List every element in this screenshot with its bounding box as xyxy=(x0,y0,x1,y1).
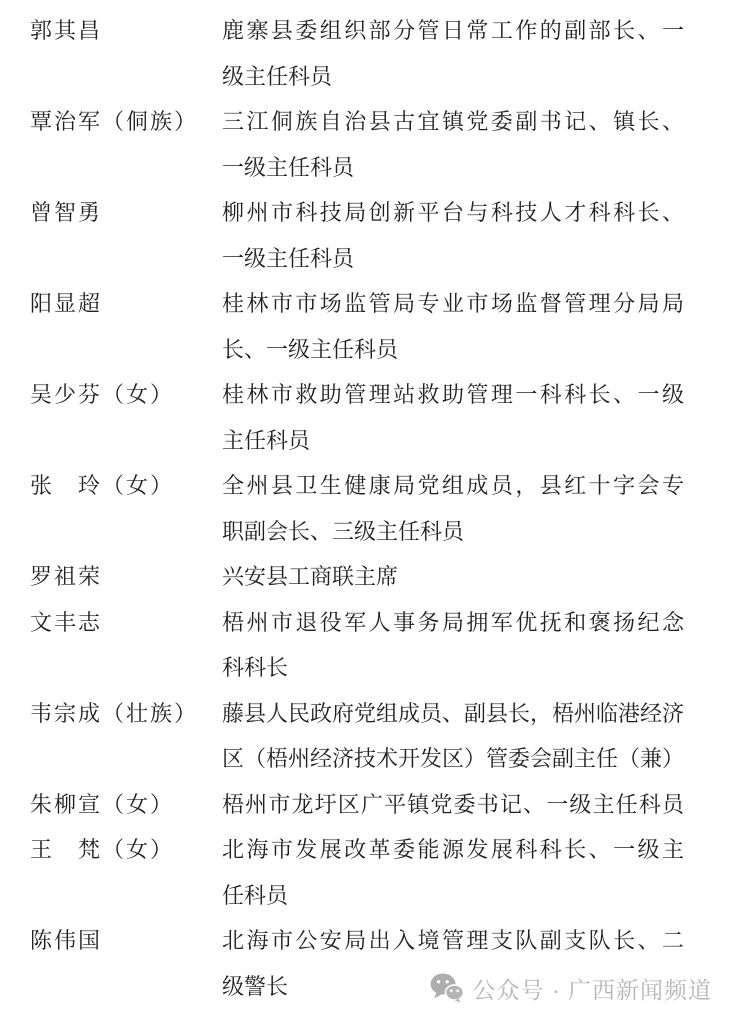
person-name: 文丰志 xyxy=(30,609,103,635)
position-line: 柳州市科技局创新平台与科技人才科科长、 xyxy=(222,200,684,225)
entry-row xyxy=(0,281,732,372)
person-name: 阳显超 xyxy=(30,291,103,316)
position-line: 兴安县工商联主席 xyxy=(222,564,399,589)
person-name: 郭其昌 xyxy=(30,18,103,43)
position-line: 级警长 xyxy=(222,973,289,999)
position-line: 桂林市救助管理站救助管理一科科长、一级 xyxy=(222,382,684,407)
position-line: 鹿寨县委组织部分管日常工作的副部长、一 xyxy=(222,18,684,43)
person-name: 韦宗成（壮族） xyxy=(30,700,199,726)
position-line: 主任科员 xyxy=(222,427,311,453)
position-description xyxy=(222,190,684,281)
position-line: 桂林市市场监管局专业市场监督管理分局局 xyxy=(222,291,684,316)
person-name: 张 玲（女） xyxy=(30,473,175,498)
position-description xyxy=(222,600,684,691)
entry-row xyxy=(0,190,732,281)
position-line: 科科长 xyxy=(222,655,289,680)
person-name: 吴少芬（女） xyxy=(30,382,175,407)
position-description xyxy=(222,554,684,600)
entry-row xyxy=(0,372,732,463)
entry-row xyxy=(0,827,732,918)
person-name: 罗祖荣 xyxy=(30,564,103,589)
position-description xyxy=(222,99,684,190)
position-line: 北海市发展改革委能源发展科科长、一级主 xyxy=(222,837,684,862)
position-line: 一级主任科员 xyxy=(222,245,355,271)
position-description xyxy=(222,8,684,99)
position-line: 职副会长、三级主任科员 xyxy=(222,518,465,544)
position-description xyxy=(222,281,684,372)
position-description xyxy=(222,782,684,828)
position-line: 北海市公安局出入境管理支队副支队长、二 xyxy=(222,928,684,953)
entry-row xyxy=(0,691,732,782)
position-description xyxy=(222,691,684,782)
person-name: 王 梵（女） xyxy=(30,837,175,862)
watermark-text: 公众号 · 广西新闻频道 xyxy=(472,976,712,1003)
entry-row xyxy=(0,8,732,99)
position-description xyxy=(222,827,684,918)
entry-row xyxy=(0,600,732,691)
entry-row xyxy=(0,463,732,554)
document-body xyxy=(0,8,732,1009)
position-line: 三江侗族自治县古宜镇党委副书记、镇长、 xyxy=(222,109,684,134)
person-name: 朱柳宣（女） xyxy=(30,791,175,817)
position-line: 梧州市龙圩区广平镇党委书记、一级主任科员 xyxy=(222,791,684,817)
wechat-icon xyxy=(430,973,464,1003)
position-line: 梧州市退役军人事务局拥军优抚和褒扬纪念 xyxy=(222,609,684,635)
position-line: 长、一级主任科员 xyxy=(222,336,399,362)
watermark xyxy=(430,970,712,1006)
position-description xyxy=(222,372,684,463)
entry-row xyxy=(0,554,732,600)
position-line: 一级主任科员 xyxy=(222,154,355,180)
position-description xyxy=(222,463,684,554)
person-name: 陈伟国 xyxy=(30,928,103,953)
position-line: 全州县卫生健康局党组成员，县红十字会专 xyxy=(222,473,684,498)
entry-row xyxy=(0,782,732,828)
position-line: 区（梧州经济技术开发区）管委会副主任（兼） xyxy=(222,746,685,771)
person-name: 曾智勇 xyxy=(30,200,103,225)
person-name: 覃治军（侗族） xyxy=(30,109,199,134)
entry-row xyxy=(0,99,732,190)
position-line: 任科员 xyxy=(222,882,289,908)
position-line: 级主任科员 xyxy=(222,63,333,89)
position-line: 藤县人民政府党组成员、副县长，梧州临港经济 xyxy=(222,700,685,726)
